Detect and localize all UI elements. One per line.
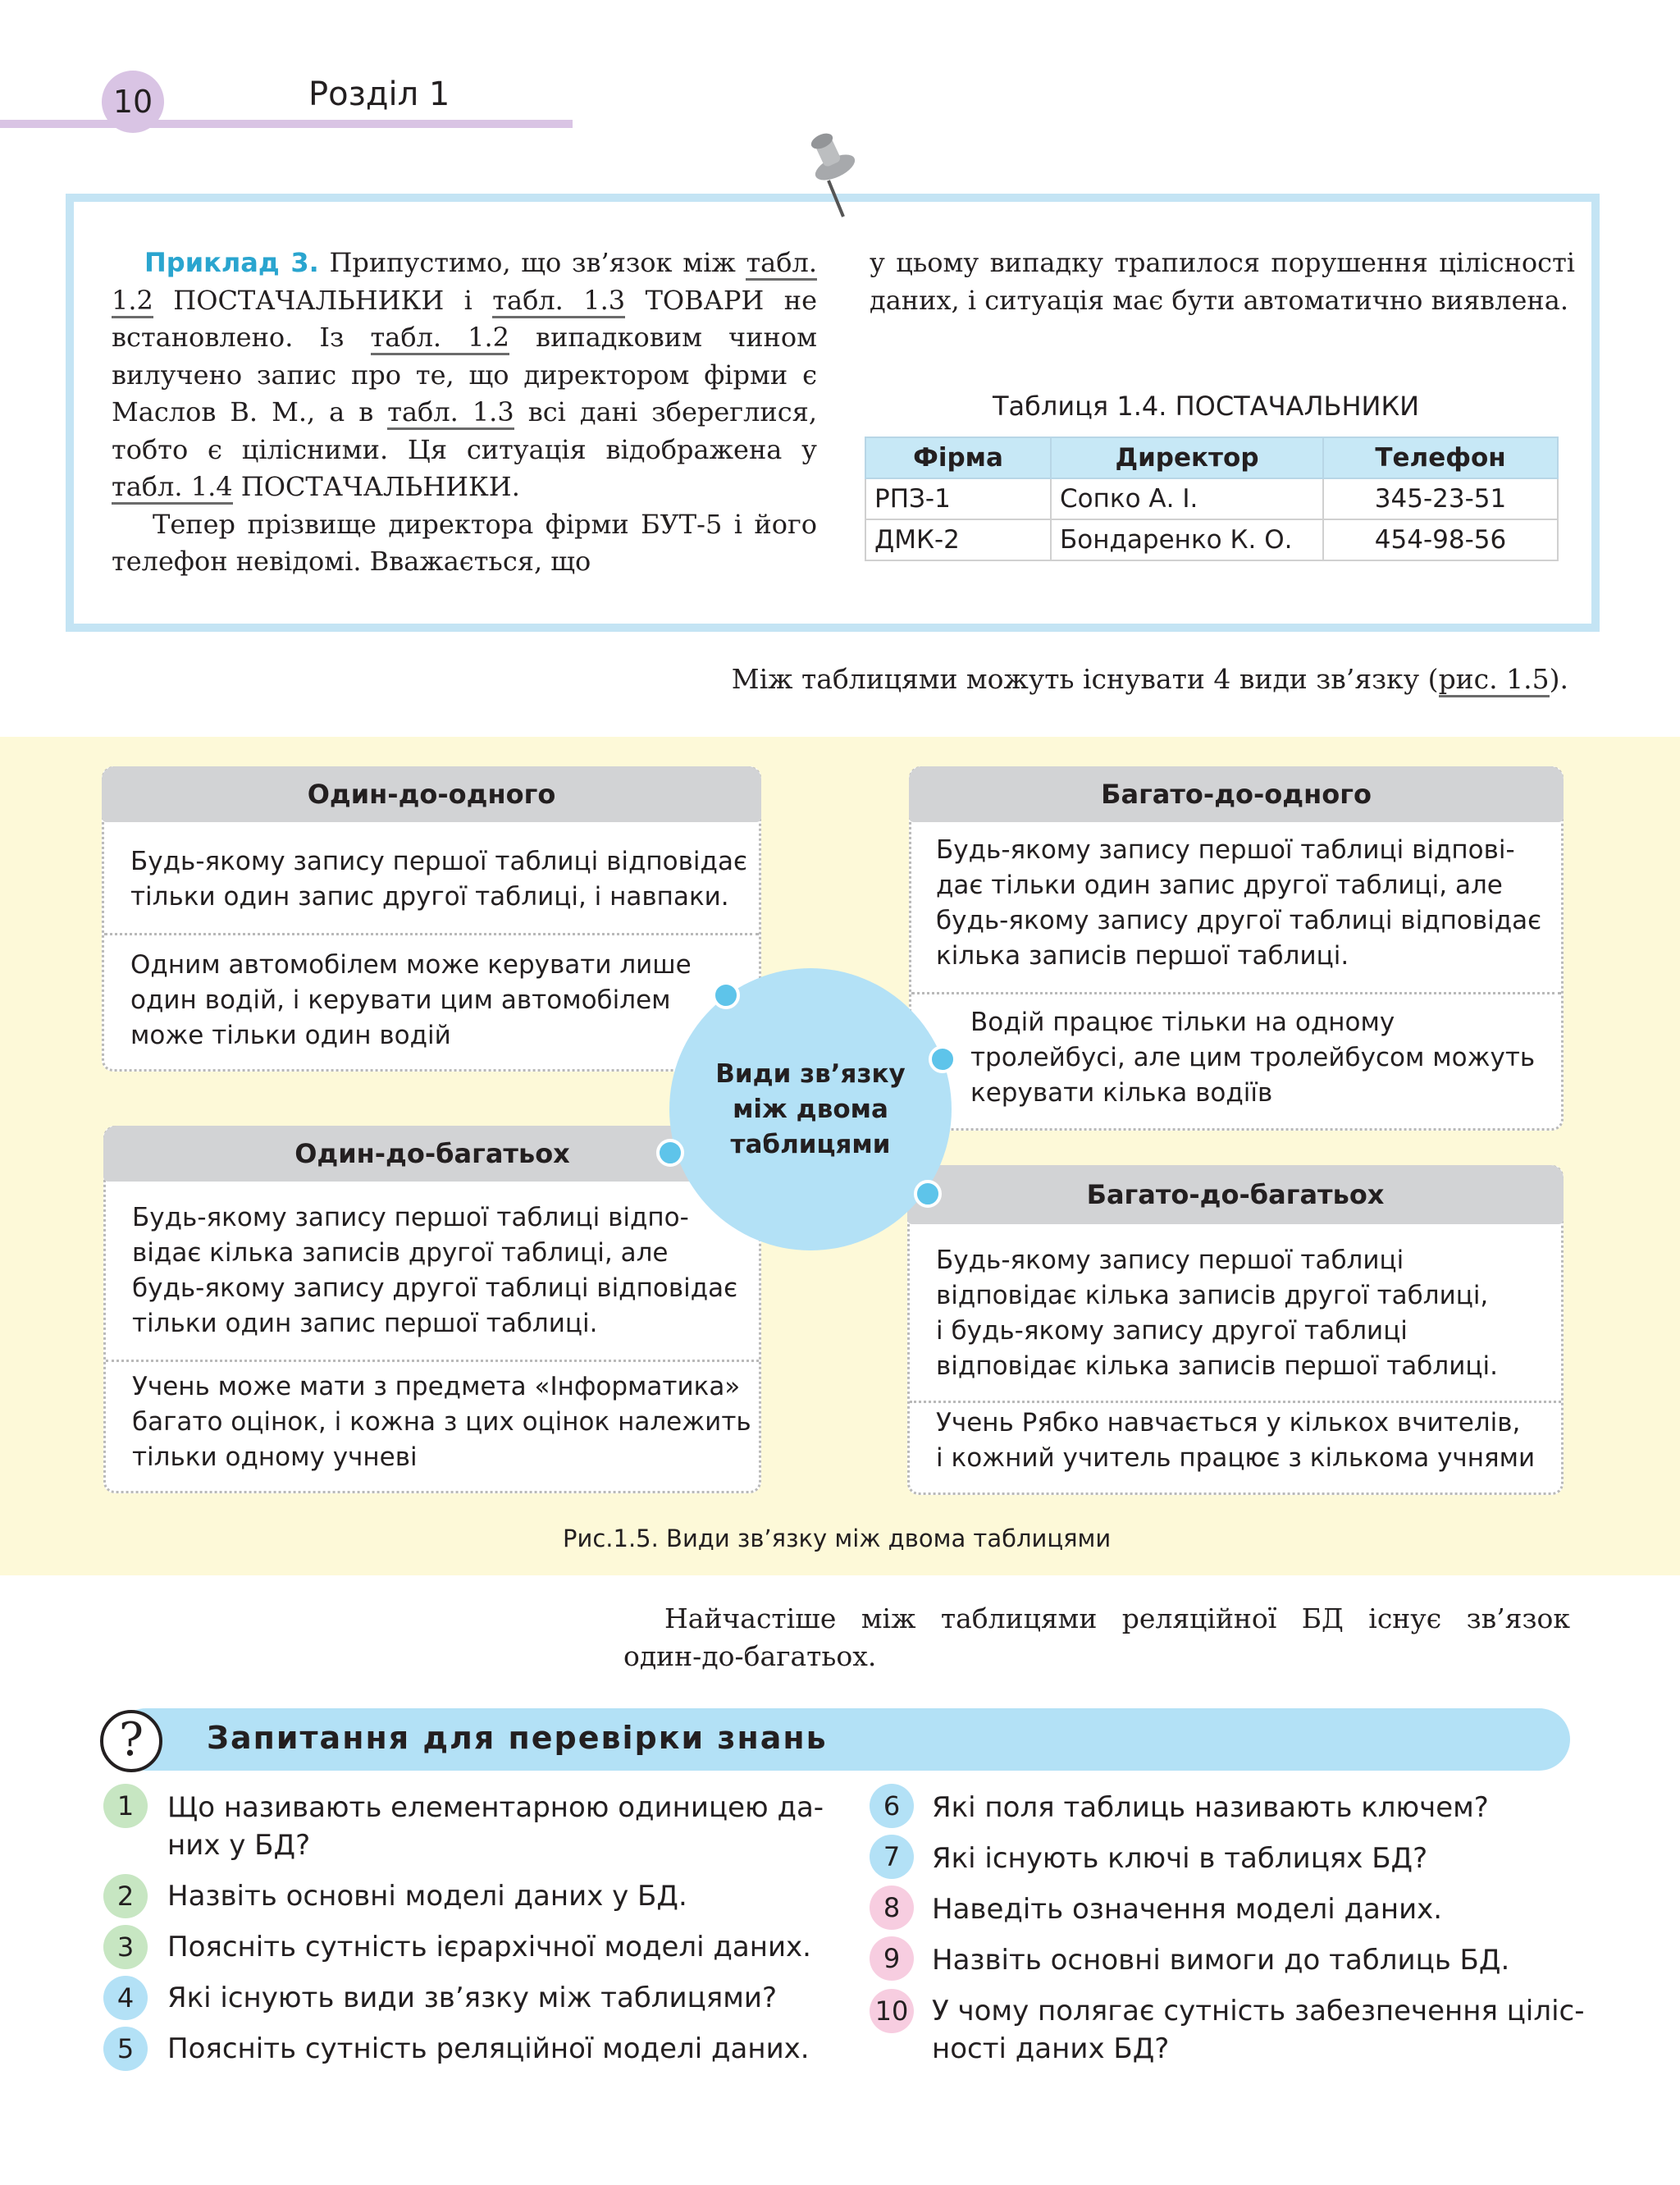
example-right-column (870, 245, 1575, 319)
text-line: відає кілька записів другої таблиці, але (132, 1238, 669, 1268)
text-line: тільки один запис першої таблиці. (132, 1309, 598, 1338)
text-span: ). (1549, 663, 1568, 695)
questions-title: Запитання для перевірки знань (207, 1720, 828, 1756)
table-caption: Таблиця 1.4. ПОСТАЧАЛЬНИКИ (993, 391, 1420, 422)
connector-dot (712, 981, 740, 1009)
text-line: відповідає кілька записів другої таблиці, (936, 1281, 1489, 1310)
text-line: У чому полягає сутність забезпечення ціліс- (932, 1995, 1585, 2027)
table-cell: Бондаренко К. О. (1051, 519, 1323, 560)
question-number: 8 (870, 1886, 914, 1930)
question-mark-icon: ? (100, 1710, 162, 1772)
card-divider (910, 1401, 1561, 1403)
text-span: Між таблицями можуть існувати 4 види зв’язку ( (731, 663, 1439, 695)
pushpin-icon (810, 131, 868, 222)
table-ref-link[interactable]: табл. 1.4 (112, 471, 233, 505)
text-line: Які існують ключі в таблицях БД? (932, 1842, 1428, 1875)
text-line: тільки одному учневі (132, 1442, 418, 1472)
table-cell: ДМК-2 (865, 519, 1051, 560)
example-paragraph-2: Тепер прізвище директора фірми БУТ-5 і його телефон невідомі. Вважається, що (112, 508, 817, 577)
card-example (130, 948, 692, 1054)
center-circle (669, 968, 952, 1250)
text-line: кілька записів першої таблиці. (936, 941, 1349, 971)
card-divider (106, 1360, 759, 1362)
question-text (167, 1928, 811, 1966)
text-line: тролейбусі, але цим тролейбусом можуть (970, 1043, 1536, 1072)
question-text (932, 1992, 1585, 2068)
connector-dot (914, 1180, 942, 1208)
question-text (167, 1877, 687, 1915)
text-line: тільки один запис другої таблиці, і навпаки. (130, 882, 729, 912)
header-rule (0, 120, 573, 128)
card-example (936, 1406, 1535, 1476)
text-line: і кожний учитель працює з кількома учнями (936, 1443, 1536, 1473)
card-title: Багато-до-багатьох (907, 1165, 1564, 1224)
card-many-to-many (907, 1165, 1564, 1495)
card-definition (936, 1243, 1498, 1384)
center-label-line: Види зв’язку (715, 1058, 906, 1089)
question-number: 3 (103, 1925, 148, 1969)
example-label: Приклад 3. (144, 247, 319, 278)
column-header: Директор (1051, 437, 1323, 478)
question-number: 10 (870, 1989, 914, 2033)
text-span: ПОСТАЧАЛЬНИКИ. (232, 471, 520, 502)
suppliers-table (865, 437, 1559, 561)
question-number: 4 (103, 1976, 148, 2020)
example-paragraph-1 (112, 245, 817, 506)
question-number: 6 (870, 1784, 914, 1828)
card-example (132, 1369, 751, 1475)
question-number: 7 (870, 1835, 914, 1879)
text-line: Які поля таблиць називають ключем? (932, 1791, 1489, 1824)
text-span: випадковим чином вилучено запис про те, що директором фірми є Маслов В. М., а в (112, 322, 818, 427)
text-line: один-до-багатьох. (623, 1640, 877, 1672)
text-line: Назвіть основні вимоги до таблиць БД. (932, 1944, 1510, 1977)
text-line: Одним автомобілем може керувати лише (130, 950, 692, 980)
figure-ref-link[interactable]: рис. 1.5 (1439, 663, 1550, 697)
text-line: Наведіть означення моделі даних. (932, 1893, 1443, 1926)
text-line: Учень Рябко навчається у кількох вчителів, (936, 1408, 1521, 1438)
text-line: ності даних БД? (932, 2032, 1170, 2065)
card-one-to-many (103, 1126, 761, 1493)
text-line: Що називають елементарною одиницею да- (167, 1791, 824, 1824)
question-text (932, 1840, 1427, 1877)
question-text (932, 1890, 1442, 1928)
table-cell: 345-23-51 (1323, 478, 1558, 519)
question-text (932, 1789, 1489, 1826)
column-header: Телефон (1323, 437, 1558, 478)
text-line: один водій, і керувати цим автомобілем (130, 985, 671, 1015)
question-number: 2 (103, 1874, 148, 1918)
table-row (865, 478, 1558, 519)
text-line: керувати кілька водіїв (970, 1078, 1273, 1108)
question-number: 1 (103, 1784, 148, 1828)
text-line: Які існують види зв’язку між таблицями? (167, 1982, 778, 2014)
table-ref-link[interactable]: табл. 1.2 (112, 247, 817, 318)
table-ref-link[interactable]: табл. 1.2 (371, 322, 509, 355)
connector-dot (929, 1045, 956, 1073)
card-title: Багато-до-одного (909, 766, 1564, 822)
table-ref-link[interactable]: табл. 1.3 (387, 396, 514, 430)
text-line: може тільки один водій (130, 1021, 451, 1050)
text-line: Найчастіше між таблицями реляційної БД існує зв’язок (664, 1602, 1570, 1634)
example-left-column (112, 245, 817, 581)
table-cell: Сопко А. І. (1051, 478, 1323, 519)
text-span: всі дані збереглися, тобто є цілісними. Ця ситуація відображена у (112, 396, 817, 465)
question-text (167, 1789, 824, 1864)
text-line: багато оцінок, і кожна з цих оцінок належить (132, 1407, 751, 1437)
card-definition (130, 844, 747, 915)
text-line: Будь-якому запису першої таблиці відпові- (936, 835, 1515, 865)
page-number: 10 (102, 71, 164, 133)
text-line: Поясніть сутність ієрархічної моделі даних. (167, 1931, 811, 1963)
text-line: і будь-якому запису другої таблиці (936, 1316, 1408, 1346)
text-line: Назвіть основні моделі даних у БД. (167, 1880, 687, 1913)
card-many-to-one (909, 766, 1564, 1131)
table-cell: РПЗ-1 (865, 478, 1051, 519)
table-row (865, 519, 1558, 560)
question-text (167, 1979, 777, 2017)
text-span: ТОВАРИ не встановлено. Із (112, 284, 818, 353)
text-line: Будь-якому запису першої таблиці відповідає (130, 847, 747, 876)
text-line: будь-якому запису другої таблиці відповідає (132, 1273, 738, 1303)
example-paragraph-3: у цьому випадку трапилося порушення цілісності даних, і ситуація має бути автоматично виявлена. (870, 247, 1575, 316)
column-header: Фірма (865, 437, 1051, 478)
card-divider (911, 992, 1561, 994)
card-one-to-one (102, 766, 761, 1072)
text-line: будь-якому запису другої таблиці відповідає (936, 906, 1542, 935)
card-definition (132, 1200, 737, 1342)
text-line: відповідає кілька записів першої таблиці. (936, 1351, 1498, 1381)
question-text (932, 1941, 1509, 1979)
conclusion-paragraph (623, 1600, 1570, 1675)
figure-caption: Рис.1.5. Види зв’язку між двома таблицями (563, 1524, 1112, 1552)
center-label-line: між двома (733, 1094, 888, 1124)
table-cell: 454-98-56 (1323, 519, 1558, 560)
section-title: Розділ 1 (308, 75, 450, 113)
text-line: Поясніть сутність реляційної моделі даних. (167, 2032, 810, 2065)
question-text (167, 2030, 810, 2068)
center-label-line: таблицями (730, 1129, 891, 1159)
text-span: Припустимо, що зв’язок між (318, 247, 746, 278)
text-line: Учень може мати з предмета «Інформатика» (132, 1372, 741, 1401)
card-title: Один-до-багатьох (103, 1126, 761, 1182)
text-span: ПОСТАЧАЛЬНИКИ і (153, 284, 493, 316)
text-line: Водій працює тільки на одному (970, 1008, 1395, 1037)
text-line: Будь-якому запису першої таблиці відпо- (132, 1203, 689, 1232)
card-divider (104, 933, 759, 935)
text-line: Будь-якому запису першої таблиці (936, 1246, 1404, 1275)
text-line: них у БД? (167, 1829, 311, 1862)
intro-paragraph (732, 663, 1568, 695)
card-title: Один-до-одного (102, 766, 761, 822)
question-number: 5 (103, 2027, 148, 2071)
card-example (970, 1005, 1535, 1111)
card-definition (936, 833, 1541, 974)
table-ref-link[interactable]: табл. 1.3 (492, 285, 625, 318)
question-number: 9 (870, 1936, 914, 1981)
text-line: дає тільки один запис другої таблиці, але (936, 871, 1503, 900)
connector-dot (656, 1139, 684, 1167)
table-header-row (865, 437, 1558, 478)
